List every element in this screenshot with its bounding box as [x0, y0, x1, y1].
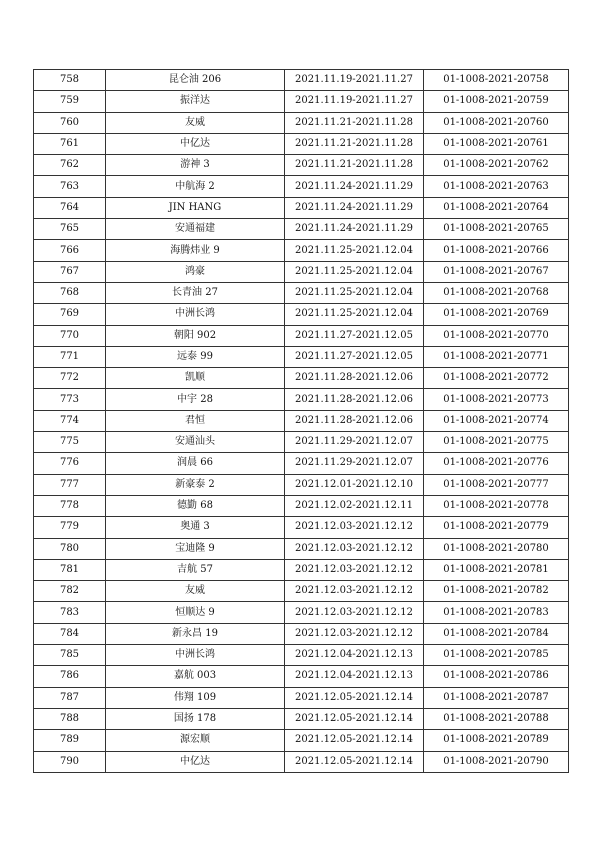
certificate-number-cell: 01-1008-2021-20781: [424, 559, 569, 580]
row-number-cell: 779: [34, 517, 106, 538]
date-range-cell: 2021.12.03-2021.12.12: [285, 538, 424, 559]
vessel-name-cell: 振洋达: [106, 91, 285, 112]
row-number-cell: 760: [34, 112, 106, 133]
date-range-cell: 2021.11.25-2021.12.04: [285, 240, 424, 261]
row-number-cell: 776: [34, 453, 106, 474]
date-range-cell: 2021.12.03-2021.12.12: [285, 602, 424, 623]
date-range-cell: 2021.12.02-2021.12.11: [285, 495, 424, 516]
certificate-number-cell: 01-1008-2021-20785: [424, 645, 569, 666]
certificate-number-cell: 01-1008-2021-20758: [424, 70, 569, 91]
table-row: [34, 751, 569, 772]
certificate-number-cell: 01-1008-2021-20772: [424, 368, 569, 389]
row-number-cell: 783: [34, 602, 106, 623]
row-number-cell: 784: [34, 623, 106, 644]
vessel-name-cell: 润晨 66: [106, 453, 285, 474]
vessel-name-cell: 海腾炜业 9: [106, 240, 285, 261]
date-range-cell: 2021.11.29-2021.12.07: [285, 453, 424, 474]
date-range-cell: 2021.11.27-2021.12.05: [285, 325, 424, 346]
row-number-cell: 758: [34, 70, 106, 91]
vessel-name-cell: 伟翔 109: [106, 687, 285, 708]
vessel-name-cell: 君恒: [106, 410, 285, 431]
row-number-cell: 781: [34, 559, 106, 580]
date-range-cell: 2021.12.01-2021.12.10: [285, 474, 424, 495]
date-range-cell: 2021.11.28-2021.12.06: [285, 389, 424, 410]
date-range-cell: 2021.12.04-2021.12.13: [285, 666, 424, 687]
vessel-name-cell: 友威: [106, 581, 285, 602]
row-number-cell: 766: [34, 240, 106, 261]
row-number-cell: 788: [34, 708, 106, 729]
vessel-name-cell: 中洲长鸿: [106, 304, 285, 325]
certificate-number-cell: 01-1008-2021-20777: [424, 474, 569, 495]
date-range-cell: 2021.12.05-2021.12.14: [285, 751, 424, 772]
row-number-cell: 786: [34, 666, 106, 687]
row-number-cell: 764: [34, 197, 106, 218]
certificate-number-cell: 01-1008-2021-20764: [424, 197, 569, 218]
certificate-number-cell: 01-1008-2021-20773: [424, 389, 569, 410]
certificate-number-cell: 01-1008-2021-20766: [424, 240, 569, 261]
certificate-number-cell: 01-1008-2021-20787: [424, 687, 569, 708]
row-number-cell: 762: [34, 155, 106, 176]
table-row: [34, 687, 569, 708]
row-number-cell: 780: [34, 538, 106, 559]
date-range-cell: 2021.11.25-2021.12.04: [285, 261, 424, 282]
certificate-number-cell: 01-1008-2021-20775: [424, 432, 569, 453]
table-row: [34, 474, 569, 495]
vessel-name-cell: 奥通 3: [106, 517, 285, 538]
vessel-name-cell: 长青油 27: [106, 282, 285, 303]
vessel-name-cell: 源宏顺: [106, 730, 285, 751]
row-number-cell: 771: [34, 346, 106, 367]
date-range-cell: 2021.11.21-2021.11.28: [285, 112, 424, 133]
table-row: [34, 730, 569, 751]
row-number-cell: 775: [34, 432, 106, 453]
date-range-cell: 2021.11.27-2021.12.05: [285, 346, 424, 367]
table-row: [34, 623, 569, 644]
date-range-cell: 2021.11.21-2021.11.28: [285, 155, 424, 176]
row-number-cell: 772: [34, 368, 106, 389]
date-range-cell: 2021.12.03-2021.12.12: [285, 517, 424, 538]
date-range-cell: 2021.12.05-2021.12.14: [285, 687, 424, 708]
table-row: [34, 240, 569, 261]
date-range-cell: 2021.12.05-2021.12.14: [285, 730, 424, 751]
table-row: [34, 432, 569, 453]
table-row: [34, 282, 569, 303]
row-number-cell: 767: [34, 261, 106, 282]
vessel-name-cell: 吉航 57: [106, 559, 285, 580]
row-number-cell: 785: [34, 645, 106, 666]
table-row: [34, 368, 569, 389]
table-row: [34, 176, 569, 197]
date-range-cell: 2021.11.21-2021.11.28: [285, 133, 424, 154]
date-range-cell: 2021.12.05-2021.12.14: [285, 708, 424, 729]
table-row: [34, 517, 569, 538]
table-row: [34, 581, 569, 602]
table-row: [34, 495, 569, 516]
certificate-number-cell: 01-1008-2021-20778: [424, 495, 569, 516]
table-row: [34, 538, 569, 559]
certificate-number-cell: 01-1008-2021-20768: [424, 282, 569, 303]
row-number-cell: 765: [34, 219, 106, 240]
certificate-number-cell: 01-1008-2021-20780: [424, 538, 569, 559]
vessel-name-cell: 恒顺达 9: [106, 602, 285, 623]
row-number-cell: 768: [34, 282, 106, 303]
certificate-number-cell: 01-1008-2021-20771: [424, 346, 569, 367]
vessel-name-cell: 远泰 99: [106, 346, 285, 367]
date-range-cell: 2021.12.03-2021.12.12: [285, 581, 424, 602]
row-number-cell: 761: [34, 133, 106, 154]
vessel-name-cell: 新永昌 19: [106, 623, 285, 644]
date-range-cell: 2021.11.24-2021.11.29: [285, 176, 424, 197]
table-row: [34, 219, 569, 240]
vessel-name-cell: 游神 3: [106, 155, 285, 176]
table-row: [34, 453, 569, 474]
certificate-number-cell: 01-1008-2021-20790: [424, 751, 569, 772]
registration-table-body: [34, 70, 569, 773]
row-number-cell: 782: [34, 581, 106, 602]
row-number-cell: 773: [34, 389, 106, 410]
table-row: [34, 708, 569, 729]
table-row: [34, 325, 569, 346]
vessel-name-cell: 鸿豪: [106, 261, 285, 282]
vessel-name-cell: 朝阳 902: [106, 325, 285, 346]
vessel-name-cell: 宝迪隆 9: [106, 538, 285, 559]
table-row: [34, 389, 569, 410]
row-number-cell: 770: [34, 325, 106, 346]
date-range-cell: 2021.12.03-2021.12.12: [285, 623, 424, 644]
vessel-name-cell: 友威: [106, 112, 285, 133]
table-row: [34, 666, 569, 687]
certificate-number-cell: 01-1008-2021-20767: [424, 261, 569, 282]
date-range-cell: 2021.12.03-2021.12.12: [285, 559, 424, 580]
certificate-number-cell: 01-1008-2021-20763: [424, 176, 569, 197]
table-row: [34, 645, 569, 666]
vessel-name-cell: 中亿达: [106, 751, 285, 772]
certificate-number-cell: 01-1008-2021-20769: [424, 304, 569, 325]
certificate-number-cell: 01-1008-2021-20782: [424, 581, 569, 602]
table-row: [34, 70, 569, 91]
table-row: [34, 112, 569, 133]
table-row: [34, 346, 569, 367]
table-row: [34, 410, 569, 431]
vessel-name-cell: 中航海 2: [106, 176, 285, 197]
certificate-number-cell: 01-1008-2021-20760: [424, 112, 569, 133]
certificate-number-cell: 01-1008-2021-20779: [424, 517, 569, 538]
certificate-number-cell: 01-1008-2021-20770: [424, 325, 569, 346]
vessel-name-cell: JIN HANG: [106, 197, 285, 218]
table-row: [34, 261, 569, 282]
certificate-number-cell: 01-1008-2021-20759: [424, 91, 569, 112]
certificate-number-cell: 01-1008-2021-20784: [424, 623, 569, 644]
date-range-cell: 2021.11.28-2021.12.06: [285, 368, 424, 389]
vessel-name-cell: 中宇 28: [106, 389, 285, 410]
table-row: [34, 304, 569, 325]
vessel-name-cell: 安通福建: [106, 219, 285, 240]
date-range-cell: 2021.11.25-2021.12.04: [285, 304, 424, 325]
certificate-number-cell: 01-1008-2021-20761: [424, 133, 569, 154]
vessel-name-cell: 国扬 178: [106, 708, 285, 729]
vessel-name-cell: 新豪泰 2: [106, 474, 285, 495]
vessel-name-cell: 中洲长鸿: [106, 645, 285, 666]
date-range-cell: 2021.11.29-2021.12.07: [285, 432, 424, 453]
vessel-name-cell: 德勤 68: [106, 495, 285, 516]
certificate-number-cell: 01-1008-2021-20786: [424, 666, 569, 687]
table-row: [34, 91, 569, 112]
row-number-cell: 790: [34, 751, 106, 772]
certificate-number-cell: 01-1008-2021-20783: [424, 602, 569, 623]
table-row: [34, 155, 569, 176]
row-number-cell: 789: [34, 730, 106, 751]
vessel-name-cell: 安通汕头: [106, 432, 285, 453]
certificate-number-cell: 01-1008-2021-20762: [424, 155, 569, 176]
date-range-cell: 2021.12.04-2021.12.13: [285, 645, 424, 666]
certificate-number-cell: 01-1008-2021-20776: [424, 453, 569, 474]
vessel-name-cell: 中亿达: [106, 133, 285, 154]
row-number-cell: 787: [34, 687, 106, 708]
table-row: [34, 602, 569, 623]
table-row: [34, 559, 569, 580]
date-range-cell: 2021.11.25-2021.12.04: [285, 282, 424, 303]
registration-table: [33, 69, 569, 773]
date-range-cell: 2021.11.19-2021.11.27: [285, 91, 424, 112]
table-row: [34, 197, 569, 218]
date-range-cell: 2021.11.24-2021.11.29: [285, 197, 424, 218]
table-row: [34, 133, 569, 154]
vessel-name-cell: 凯顺: [106, 368, 285, 389]
certificate-number-cell: 01-1008-2021-20765: [424, 219, 569, 240]
certificate-number-cell: 01-1008-2021-20789: [424, 730, 569, 751]
row-number-cell: 763: [34, 176, 106, 197]
vessel-name-cell: 嘉航 003: [106, 666, 285, 687]
date-range-cell: 2021.11.24-2021.11.29: [285, 219, 424, 240]
vessel-name-cell: 昆仑油 206: [106, 70, 285, 91]
date-range-cell: 2021.11.28-2021.12.06: [285, 410, 424, 431]
row-number-cell: 774: [34, 410, 106, 431]
certificate-number-cell: 01-1008-2021-20788: [424, 708, 569, 729]
row-number-cell: 769: [34, 304, 106, 325]
certificate-number-cell: 01-1008-2021-20774: [424, 410, 569, 431]
row-number-cell: 777: [34, 474, 106, 495]
date-range-cell: 2021.11.19-2021.11.27: [285, 70, 424, 91]
row-number-cell: 778: [34, 495, 106, 516]
row-number-cell: 759: [34, 91, 106, 112]
